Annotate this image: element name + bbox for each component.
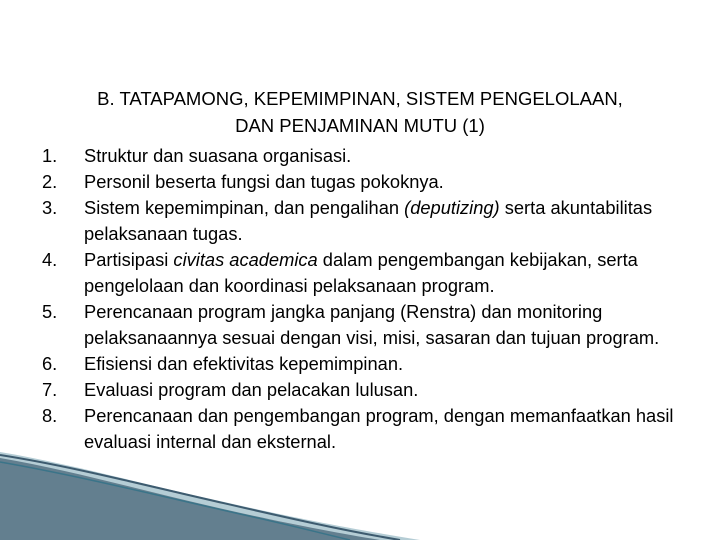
list-item xyxy=(42,351,710,377)
title-line-1: B. TATAPAMONG, KEPEMIMPINAN, SISTEM PENGELOLAAN, xyxy=(97,88,623,109)
wave-band-dark xyxy=(0,458,380,540)
wave-stroke xyxy=(0,462,350,540)
title-line-2: DAN PENJAMINAN MUTU (1) xyxy=(235,115,485,136)
list-item-text: dalam pengembangan kebijakan, serta pengelolaan dan koordinasi pelaksanaan program. xyxy=(84,249,638,296)
list-item-text: serta akuntabilitas pelaksanaan tugas. xyxy=(84,197,653,244)
wave-band-light xyxy=(0,452,420,540)
list-item-number: 6. xyxy=(42,353,58,374)
list-item-text: Perencanaan dan pengembangan program, dengan memanfaatkan hasil evaluasi internal dan eksternal. xyxy=(84,405,674,452)
list-item-number: 1. xyxy=(42,145,58,166)
list-item-number: 8. xyxy=(42,405,58,426)
list-item-number: 3. xyxy=(42,197,58,218)
list-item-text: Partisipasi xyxy=(84,249,174,270)
slide-title xyxy=(20,85,700,139)
list-item xyxy=(42,143,710,169)
list-item-italic-term: (deputizing) xyxy=(404,197,500,218)
list-item xyxy=(42,169,710,195)
list-item xyxy=(42,247,710,299)
list-item xyxy=(42,195,710,247)
list-item-number: 2. xyxy=(42,171,58,192)
list-item-number: 5. xyxy=(42,301,58,322)
list-item xyxy=(42,299,710,351)
wave-stroke xyxy=(0,455,400,540)
list-item-text: Perencanaan program jangka panjang (Renstra) dan monitoring pelaksanaannya sesuai dengan visi, misi, sasaran dan tujuan program. xyxy=(84,301,660,348)
list-item-number: 4. xyxy=(42,249,58,270)
list-item xyxy=(42,403,710,455)
list-item-text: Personil beserta fungsi dan tugas pokoknya. xyxy=(84,171,444,192)
list-item-text: Efisiensi dan efektivitas kepemimpinan. xyxy=(84,353,404,374)
list-item-italic-term: civitas academica xyxy=(173,249,318,270)
list-item-text: Struktur dan suasana organisasi. xyxy=(84,145,352,166)
list-item-number: 7. xyxy=(42,379,58,400)
list-item-text: Evaluasi program dan pelacakan lulusan. xyxy=(84,379,419,400)
list-item-text: Sistem kepemimpinan, dan pengalihan xyxy=(84,197,405,218)
numbered-list xyxy=(42,143,710,455)
list-item xyxy=(42,377,710,403)
